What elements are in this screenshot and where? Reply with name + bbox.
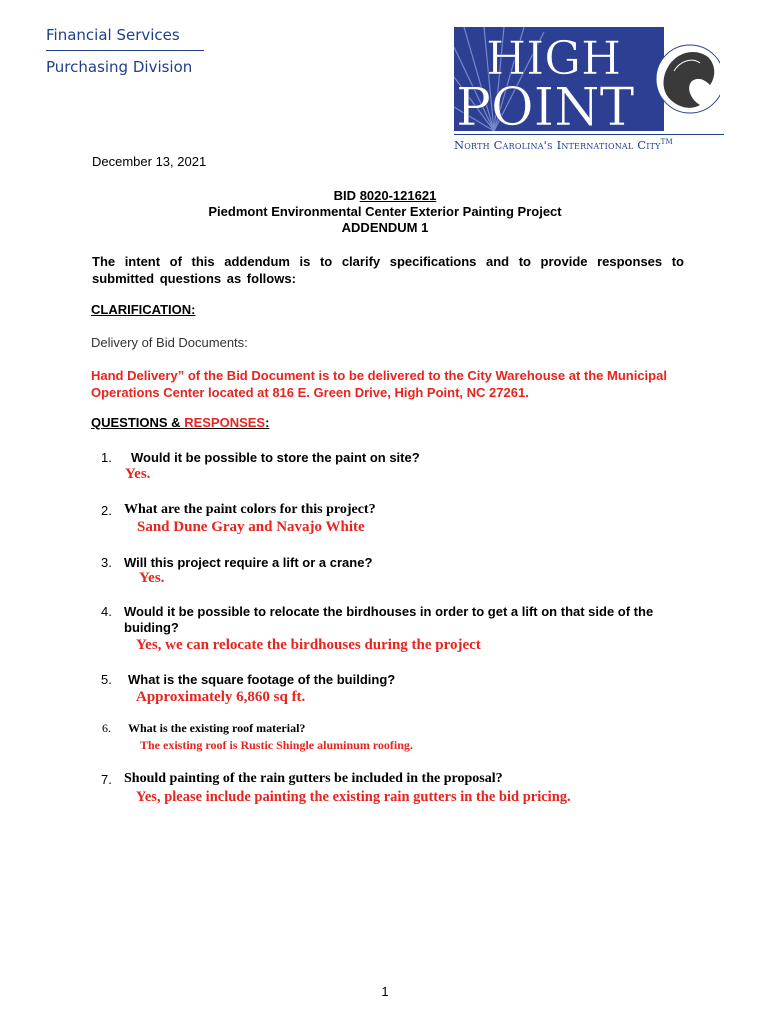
clarification-text: Hand Delivery” of the Bid Document is to be delivered to the City Warehouse at the Municipal Operations Center located at 816 E. Green Drive, High Point, NC 27261. (91, 368, 667, 400)
question-number: 3. (101, 555, 112, 570)
question-text: What is the square footage of the building? (128, 672, 396, 687)
answer-text: Yes, please include painting the existing rain gutters in the bid pricing. (136, 789, 571, 805)
addendum-title: ADDENDUM 1 (341, 220, 429, 235)
svg-text:HIGH: HIGH (486, 31, 622, 85)
division-name: Purchasing Division (46, 58, 193, 76)
bid-number: BID 8020-121621 (333, 188, 437, 203)
answer-text: Sand Dune Gray and Navajo White (137, 519, 365, 535)
intent-paragraph: The intent of this addendum is to clarify specifications and to provide responses to submitted questions as follows: (92, 254, 684, 286)
question-text: Should painting of the rain gutters be included in the proposal? (124, 771, 503, 786)
question-number: 4. (101, 604, 112, 619)
question-text: Would it be possible to relocate the birdhouses in order to get a lift on that side of the buiding? (124, 604, 654, 635)
question-text: What are the paint colors for this project? (124, 502, 376, 517)
project-title: Piedmont Environmental Center Exterior Painting Project (208, 204, 562, 219)
svg-text:POINT: POINT (456, 78, 635, 131)
document-date: December 13, 2021 (92, 154, 207, 169)
answer-text: Yes, we can relocate the birdhouses during the project (136, 637, 481, 653)
question-number: 1. (101, 450, 112, 465)
page-number: 1 (381, 984, 389, 999)
question-number: 6. (102, 721, 111, 735)
high-point-logo (454, 27, 720, 131)
answer-text: Approximately 6,860 sq ft. (136, 689, 306, 705)
question-text: Will this project require a lift or a crane? (124, 555, 373, 570)
department-name: Financial Services (46, 26, 180, 44)
logo-rule (454, 134, 724, 135)
answer-text: The existing roof is Rustic Shingle aluminum roofing. (140, 738, 413, 752)
question-number: 2. (101, 503, 112, 518)
qa-heading: QUESTIONS & RESPONSES: (91, 415, 270, 430)
header-divider (46, 50, 204, 51)
answer-text: Yes. (125, 466, 151, 482)
clarification-subheading: Delivery of Bid Documents: (91, 335, 248, 350)
question-text: What is the existing roof material? (128, 721, 306, 735)
question-number: 5. (101, 672, 112, 687)
answer-text: Yes. (139, 570, 165, 586)
logo-tagline: North Carolina's International City™ (454, 138, 673, 152)
question-number: 7. (101, 772, 112, 787)
clarification-heading: CLARIFICATION: (91, 302, 196, 317)
question-text: Would it be possible to store the paint on site? (131, 450, 420, 465)
